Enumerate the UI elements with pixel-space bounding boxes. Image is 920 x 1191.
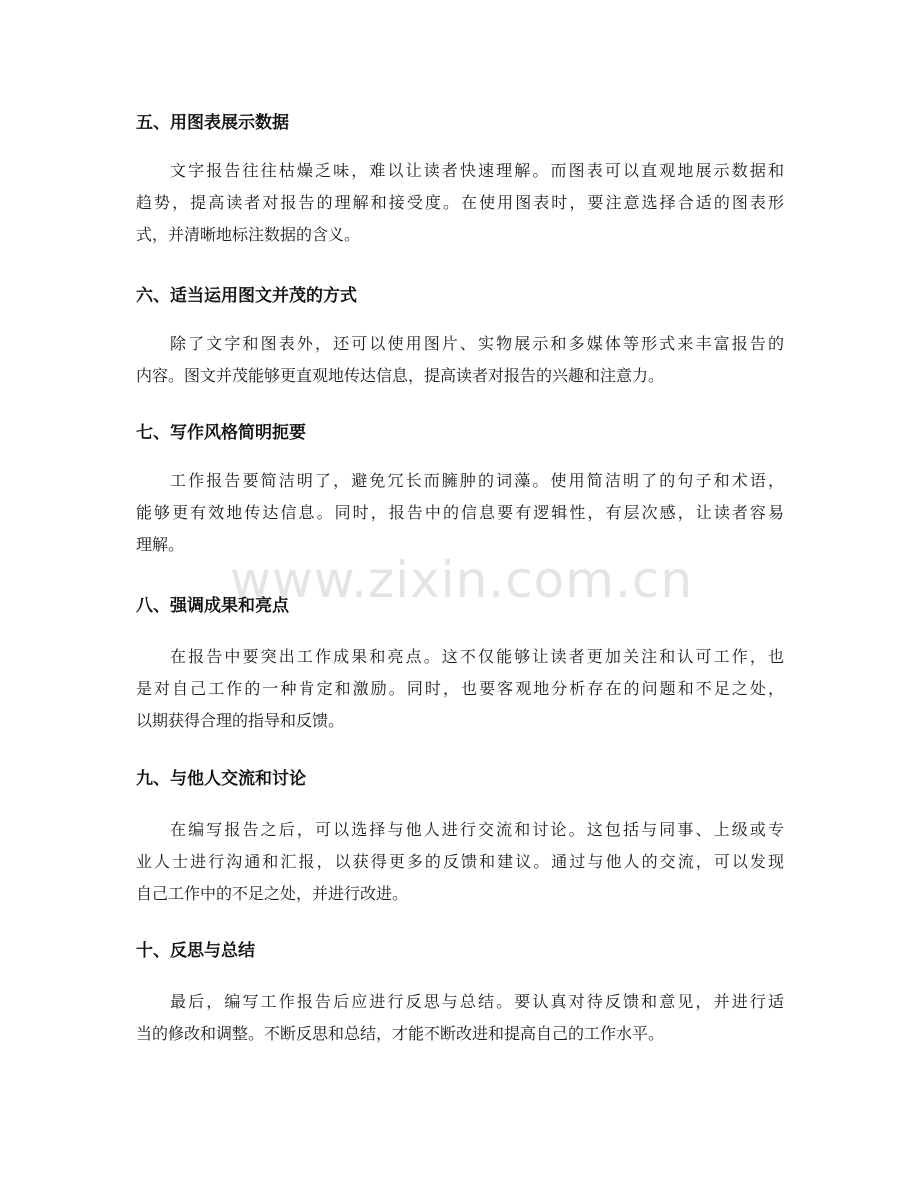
section-paragraph-7 xyxy=(136,465,784,561)
section-paragraph-5 xyxy=(136,155,784,251)
paragraph-line: 能够更有效地传达信息。同时，报告中的信息要有逻辑性，有层次感，让读者容易 xyxy=(136,503,784,522)
section-paragraph-10 xyxy=(136,986,784,1050)
paragraph-line: 除了文字和图表外，还可以使用图片、实物展示和多媒体等形式来丰富报告的 xyxy=(170,334,784,353)
paragraph-line: 当的修改和调整。不断反思和总结，才能不断改进和提高自己的工作水平。 xyxy=(136,1024,665,1043)
paragraph-line: 最后，编写工作报告后应进行反思与总结。要认真对待反馈和意见，并进行适 xyxy=(170,992,784,1011)
paragraph-line: 是对自己工作的一种肯定和激励。同时，也要客观地分析存在的问题和不足之处， xyxy=(136,679,784,698)
paragraph-line: 业人士进行沟通和汇报，以获得更多的反馈和建议。通过与他人的交流，可以发现 xyxy=(136,852,784,871)
section-heading-9: 九、与他人交流和讨论 xyxy=(136,769,306,789)
paragraph-line: 以期获得合理的指导和反馈。 xyxy=(136,711,345,730)
section-heading-10: 十、反思与总结 xyxy=(136,941,255,961)
section-heading-5: 五、用图表展示数据 xyxy=(136,113,289,133)
section-heading-6: 六、适当运用图文并茂的方式 xyxy=(136,286,357,306)
paragraph-line: 式，并清晰地标注数据的含义。 xyxy=(136,225,361,244)
section-paragraph-8 xyxy=(136,641,784,737)
paragraph-line: 在编写报告之后，可以选择与他人进行交流和讨论。这包括与同事、上级或专 xyxy=(170,820,784,839)
section-paragraph-9 xyxy=(136,814,784,910)
paragraph-line: 理解。 xyxy=(136,535,185,554)
paragraph-line: 文字报告往往枯燥乏味，难以让读者快速理解。而图表可以直观地展示数据和 xyxy=(170,161,784,180)
paragraph-line: 自己工作中的不足之处，并进行改进。 xyxy=(136,884,409,903)
section-heading-7: 七、写作风格简明扼要 xyxy=(136,423,306,443)
paragraph-line: 趋势，提高读者对报告的理解和接受度。在使用图表时，要注意选择合适的图表形 xyxy=(136,193,784,212)
watermark: www.zixin.com.cn xyxy=(230,551,694,609)
paragraph-line: 工作报告要简洁明了，避免冗长而臃肿的词藻。使用简洁明了的句子和术语， xyxy=(170,471,784,490)
paragraph-line: 在报告中要突出工作成果和亮点。这不仅能够让读者更加关注和认可工作，也 xyxy=(170,647,784,666)
section-paragraph-6 xyxy=(136,328,784,392)
paragraph-line: 内容。图文并茂能够更直观地传达信息，提高读者对报告的兴趣和注意力。 xyxy=(136,366,665,385)
section-heading-8: 八、强调成果和亮点 xyxy=(136,596,289,616)
